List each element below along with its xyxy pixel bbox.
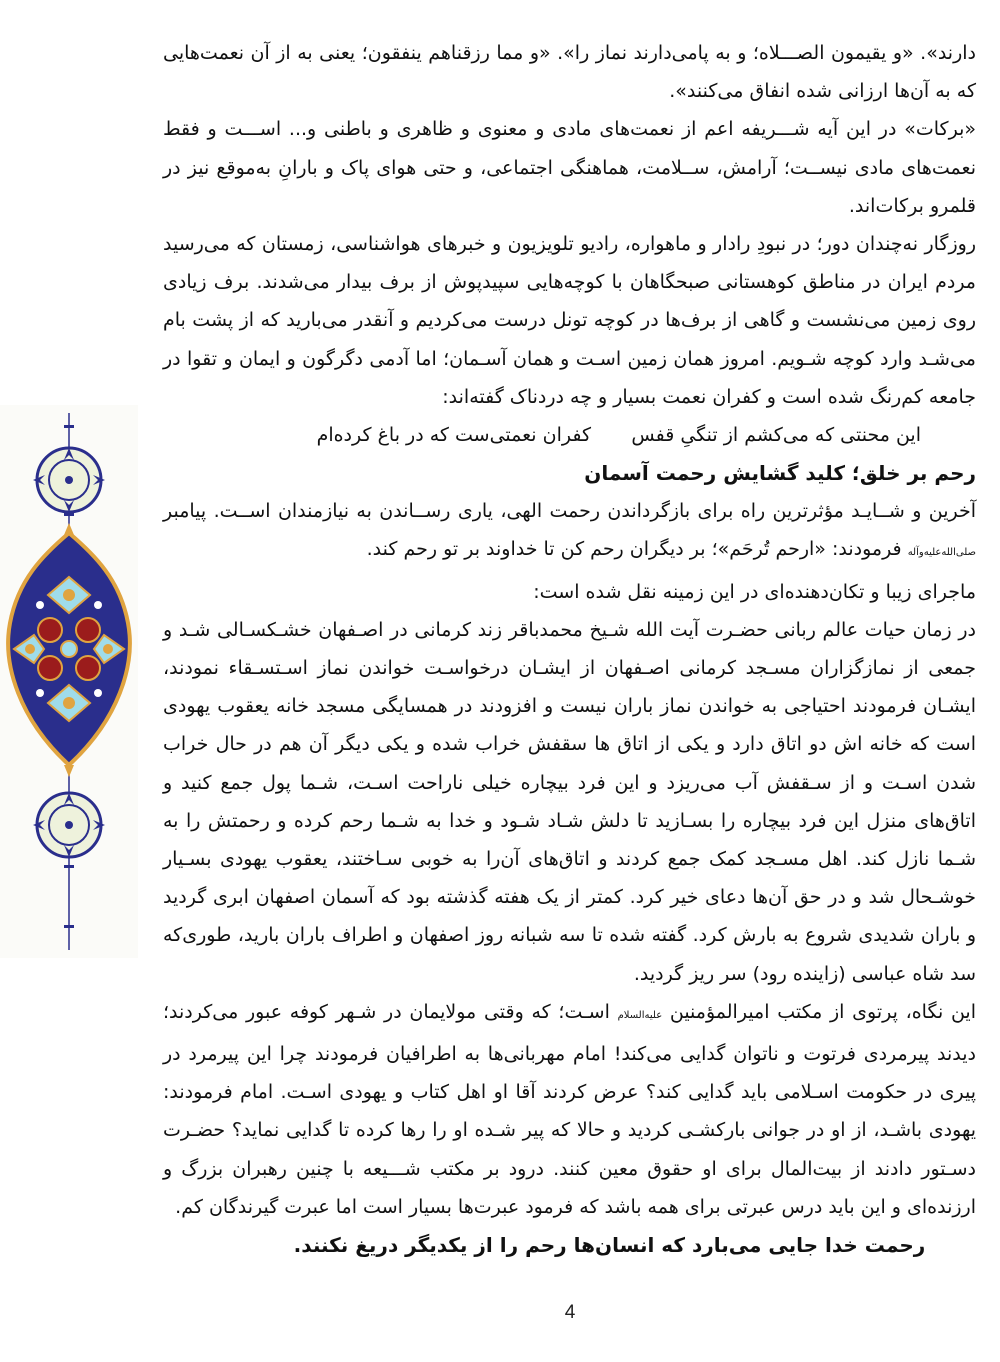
- central-medallion: [8, 523, 130, 777]
- honorific-imam: علیه‌السلام: [617, 1009, 663, 1021]
- paragraph-isfahan-story: در زمان حیات عالم ربانی حضـرت آیت الله شـیخ محمدباقر زند کرمانی در اصـفهان خشـکسـالی شـد و جمعی از نمازگزاران مسـجد کرمانی اصـفهان از ایشـان درخواسـت خواندن نماز اسـتسـقاء نمودند، ایشـان فرمودند احتیاجی به خواندن نماز باران نیست و افزودند در همسایگی مسجد خانه یعقوب یهودی است که خانه اش دو اتاق دارد و یکی از اتاق ها سقفش خراب شده و یکی دیگر آن هم در حال خراب شدن اسـت و از سـقفش آب می‌ریزد و این فرد بیچاره خیلی ناراحت اسـت، شـما پول جمع کنید و اتاق‌های منزل این فرد بیچاره را بسـازید تا دلش شـاد شـود و خدا به شـما رحم کرده و رحمتش را به شـما نازل کند. اهل مسـجد کمک جمع کردند و اتاق‌های آن‌را به خوبی سـاختند، یعقوب یهودی بسـیار خوشـحال شد و در حق آن‌ها دعای خیر کرد. کمتر از یک هفته گذشته بود که آسمان اصفهان ابری گردید و باران شدیدی شروع به بارش کرد. گفته شده تا سه شبانه روز اصفهان و اطراف باران بارید، طوری‌که سد شاه عباسی (زاینده رود) سر ریز گردید.: [163, 618, 976, 985]
- paragraph-imam-ali-b: اسـت؛ که وقتی مولایمان در شـهر کوفه عبور می‌کردند؛ دیدند پیرمردی فرتوت و ناتوان گدایی می‌کند! امام مهربانی‌ها به اطرافیان فرمودند چرا این پیرمرد در پیری در حکومت اسـلامی باید گدایی کند؟ عرض کردند آقا او اهل کتاب و یهودی اسـت. امام فرمودند: یهودی باشـد، از او در جوانی بارکشـی کردید و حالا که پیر شـده او را رها کرده تا گدایی نماید؟ حضـرت دسـتور دادند از بیت‌المال برای او حقوق معین کنند. درود بر مکتب شـــیعه با چنین رهبران بزرگ و ارزنده‌ای و این باید درس عبرتی برای همه باشد که فرمود عبرت‌ها بسیار است اما عبرت گیرندگان کم.: [163, 1000, 976, 1218]
- ornament-panel: [0, 405, 138, 958]
- paragraph-imam-ali-story: [163, 993, 976, 1226]
- bottom-rosette: [33, 793, 105, 857]
- persian-arabesque-ornament-icon: [0, 405, 138, 958]
- honorific-prophet: صلی‌الله‌علیه‌وآله: [907, 547, 976, 559]
- paragraph-prophet-saying-a: آخرین و شــایـد مؤثرترین راه برای بازگرداندن رحمت الهی، یاری رســاندن به نیازمندان اســت. پیامبر: [163, 500, 976, 523]
- paragraph-old-days: روزگار نه‌چندان دور؛ در نبودِ رادار و ماهواره، رادیو تلویزیون و خبرهای هواشناسی، زمستان که می‌رسید مردم ایران در مناطق کوهستانی صبحگاهان با کوچه‌هایی سپیدپوش از برف بیدار می‌شدند. برف زیادی روی زمین می‌نشست و گاهی از برف‌ها در کوچه تونل درست می‌کردیم و آنقدر می‌بارید که از پشت بام می‌شـد وارد کوچه شـویم. امروز همان زمین اسـت و همان آسـمان؛ اما آدمی دگرگون و ایمان و تقوا در جامعه کم‌رنگ شده است و کفران نعمت بسیار و چه دردناک گفته‌اند:: [163, 233, 976, 408]
- paragraph-barakat: «برکات» در این آیه شـــریفه اعم از نعمت‌های مادی و معنوی و ظاهری و باطنی و... اســـت و فقط نعمت‌های مادی نیســت؛ آرامش، ســلامت، هماهنگی اجتماعی، و حتی هوای پاک و بارانِ به‌موقع نیز در قلمرو برکات‌اند.: [163, 118, 976, 217]
- poem-verse: [163, 416, 976, 454]
- closing-statement: رحمت خدا جایی می‌بارد که انسان‌ها رحم را از یکدیگر دریغ نکنند.: [293, 1233, 926, 1258]
- paragraph-prophet-saying-b: فرمودند: «ارحم تُرحَم»؛ بر دیگران رحم کن تا خداوند بر تو رحم کند.: [366, 538, 908, 561]
- paragraph-story-intro: ماجرای زیبا و تکان‌دهنده‌ای در این زمینه نقل شده است:: [533, 580, 976, 603]
- paragraph-prophet-saying: [163, 492, 976, 572]
- poem-hemistich-2: کفران نعمتی‌ست که در باغ کرده‌ام: [316, 424, 591, 447]
- poem-hemistich-1: این محنتی که می‌کشم از تنگیِ قفس: [631, 424, 921, 447]
- section-heading: رحم بر خلق؛ کلید گشایش رحمت آسمان: [584, 461, 976, 486]
- document-body: [163, 34, 976, 1264]
- page-number: 4: [564, 1302, 576, 1323]
- paragraph-verse-explanation: دارند». «و یقیمون الصـــلاه؛ و به پامی‌دارند نماز را». «و مما رزقناهم ینفقون؛ یعنی به از آن نعمت‌هایی که به آن‌ها ارزانی شده انفاق می‌کنند».: [163, 42, 976, 103]
- paragraph-imam-ali-a: این نگاه، پرتوی از مکتب امیرالمؤمنین: [662, 1000, 976, 1023]
- top-rosette: [33, 448, 105, 512]
